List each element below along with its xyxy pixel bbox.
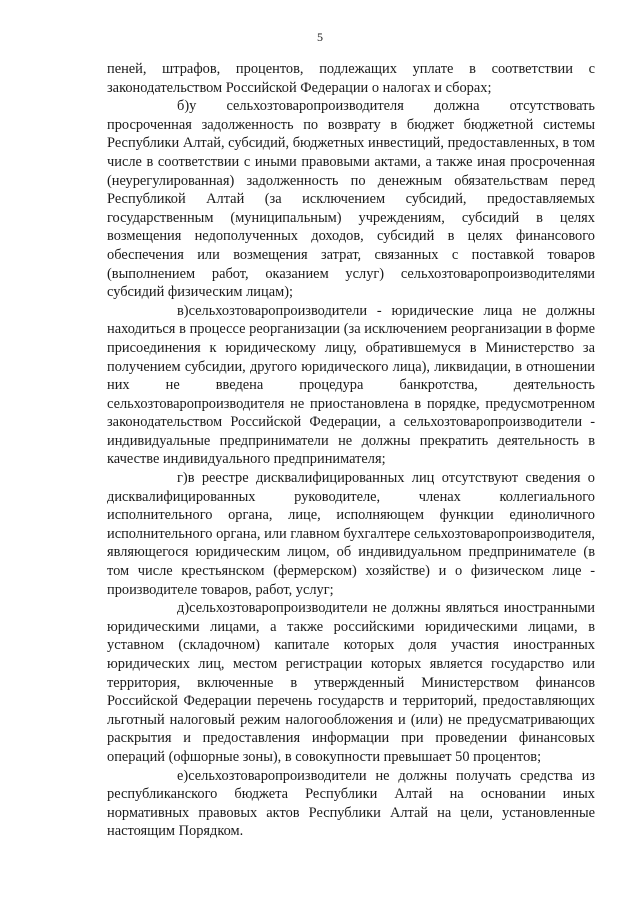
paragraph-text: в реестре дисквалифицированных лиц отсутствуют сведения о дисквалифицированных руководителе, членах коллегиального исполнительного органа, лице, исполняющем функции единоличного исполнительного органа, или главном бухгалтере сельхозтоваропроизводителя, являющегося юридическим лицом, об индивидуальном предпринимателе (в том числе крестьянском (фермерском) хозяйстве) и о физическом лице - производителе товаров, работ, услуг;	[107, 470, 595, 598]
list-marker: б)	[177, 98, 190, 115]
list-marker: е)	[177, 767, 189, 784]
paragraph-text: сельхозтоваропроизводители не должны получать средства из республиканского бюджета Республики Алтай на основании иных нормативных правовых актов Республики Алтай на цели, установленные настоящим Порядком.	[107, 767, 595, 840]
paragraph-d	[107, 599, 595, 766]
list-marker: д)	[177, 600, 190, 617]
paragraph-text: пеней, штрафов, процентов, подлежащих уплате в соответствии с законодательством Российской Федерации о налогах и сборах;	[107, 61, 595, 96]
page-number: 5	[317, 30, 323, 44]
list-marker: г)	[177, 470, 188, 487]
list-marker: в)	[177, 302, 189, 319]
paragraph-text: сельхозтоваропроизводители не должны являться иностранными юридическими лицами, а также российскими юридическими лицами, в уставном (складочном) капитале которых доля участия иностранных юридических лиц, местом регистрации которых является государство или территория, включенные в утвержденный Министерством финансов Российской Федерации перечень государств и территорий, предоставляющих льготный налоговый режим налогообложения и (или) не предусматривающих раскрытия и предоставления информации при проведении финансовых операций (офшорные зоны), в совокупности превышает 50 процентов;	[107, 600, 595, 765]
paragraph-text: у сельхозтоваропроизводителя должна отсутствовать просроченная задолженность по возврату в бюджет бюджетной системы Республики Алтай, субсидий, бюджетных инвестиций, предоставленных, в том числе в соответствии с иными правовыми актами, а также иная просроченная (неурегулированная) задолженность по денежным обязательствам перед Республикой Алтай (за исключением субсидий, предоставляемых государственным (муниципальным) учреждениям, субсидий в целях возмещения недополученных доходов, субсидий в целях финансового обеспечения или возмещения затрат, связанных с поставкой товаров (выполнением работ, оказанием услуг) сельхозтоваропроизводителями субсидий физическим лицам);	[107, 98, 595, 301]
paragraph-e	[107, 767, 595, 841]
paragraph-g	[107, 469, 595, 599]
paragraph-continuation	[107, 60, 595, 97]
paragraph-text: сельхозтоваропроизводители - юридические лица не должны находиться в процессе реорганизации (за исключением реорганизации в форме присоединения к юридическому лицу, обратившемуся в Министерство за получением субсидии, другого юридического лица), ликвидации, в отношении них не введена процедура банкротства, деятельность сельхозтоваропроизводителя не приостановлена в порядке, предусмотренном законодательством Российской Федерации, а сельхозтоваропроизводители - индивидуальные предприниматели не должны прекратить деятельность в качестве индивидуального предпринимателя;	[107, 302, 595, 468]
paragraph-b	[107, 97, 595, 302]
paragraph-v	[107, 302, 595, 469]
document-body	[107, 60, 595, 841]
